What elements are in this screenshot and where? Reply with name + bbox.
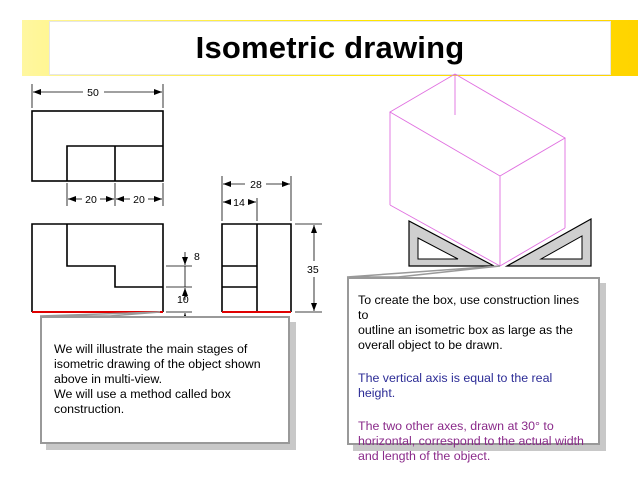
left-note: [40, 316, 290, 444]
dim-28-label: 28: [250, 179, 262, 191]
left-note-line: construction.: [54, 402, 125, 416]
left-note-line: We will illustrate the main stages of: [54, 342, 248, 356]
dim-8-label: 8: [194, 251, 200, 263]
right-note-line: To create the box, use construction lines to: [358, 293, 580, 322]
right-note-pointer: [347, 266, 500, 277]
right-note-line: outline an isometric box as large as the: [358, 323, 573, 337]
right-note-line: The two other axes, drawn at 30° to: [358, 419, 554, 433]
right-note: [347, 277, 600, 463]
right-note-line: overall object to be drawn.: [358, 338, 503, 352]
top-view: [32, 111, 163, 181]
dim-20-left-label: 20: [85, 194, 97, 206]
right-note-line: and length of the object.: [358, 449, 491, 463]
dim-35-label: 35: [307, 264, 319, 276]
dim-10-label: 10: [177, 294, 189, 306]
top-view-dimensions: [32, 84, 163, 206]
page-title: Isometric drawing: [195, 30, 465, 65]
left-note-line: We will use a method called box: [54, 387, 231, 401]
set-square-right-icon: [507, 219, 591, 266]
left-note-line: isometric drawing of the object shown: [54, 357, 261, 371]
dim-14-label: 14: [233, 197, 245, 209]
right-note-vertical-axis: The vertical axis is equal to the real height.: [358, 371, 553, 400]
side-view: [222, 224, 291, 312]
left-note-line: above in multi-view.: [54, 372, 163, 386]
set-square-left-icon: [409, 221, 494, 266]
dim-50-label: 50: [87, 87, 99, 99]
front-view: [32, 224, 163, 312]
right-note-line: horizontal, correspond to the actual width: [358, 434, 584, 448]
dim-20-right-label: 20: [133, 194, 145, 206]
